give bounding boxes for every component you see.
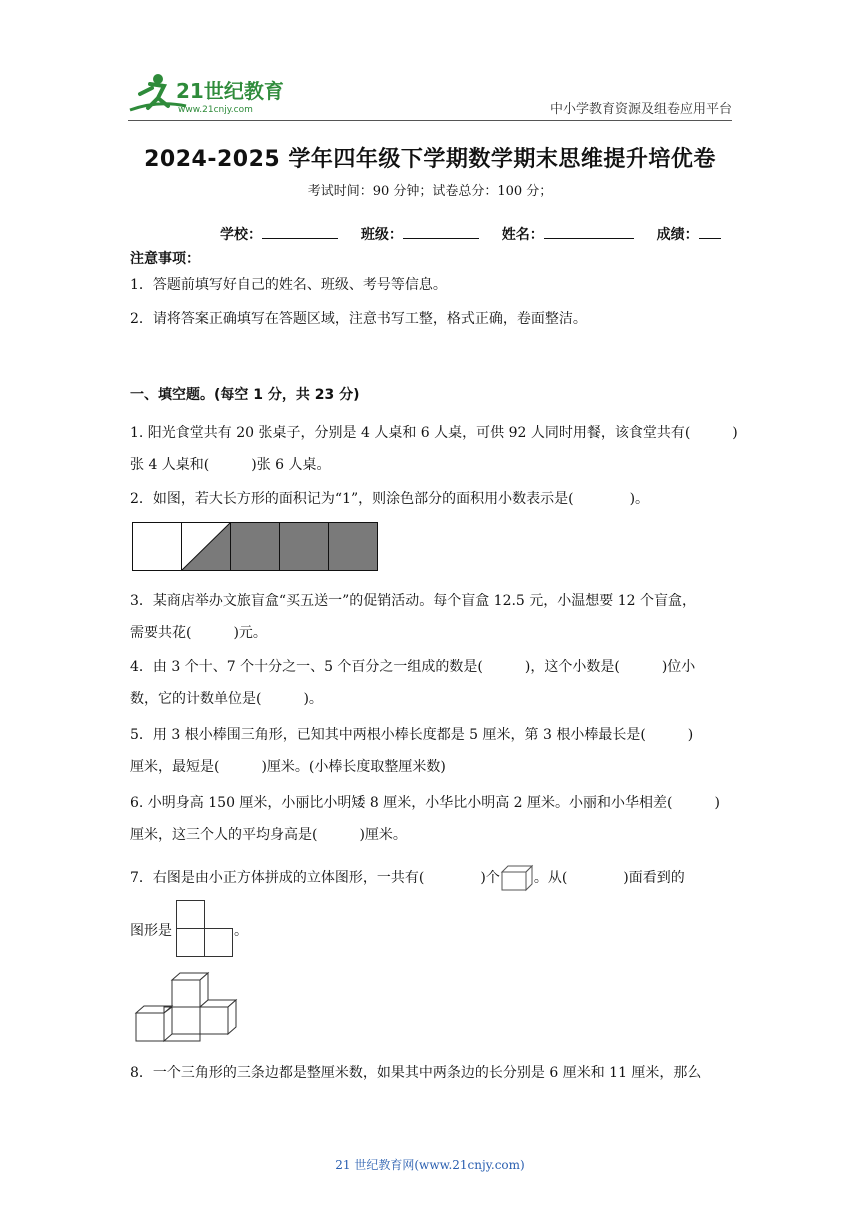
q7-text-d: 。	[234, 923, 248, 939]
notice-item: 2．请将答案正确填写在答题区域，注意书写工整，格式正确，卷面整洁。	[130, 311, 587, 327]
score-label: 成绩：	[656, 227, 699, 243]
class-blank[interactable]	[403, 226, 479, 239]
site-logo	[128, 70, 288, 116]
name-label: 姓名：	[501, 227, 544, 243]
q7-cube-stack-figure	[134, 970, 244, 1046]
section-heading: 一、填空题。(每空 1 分，共 23 分)	[130, 387, 360, 403]
question-8-line-1: 8．一个三角形的三条边都是整厘米数，如果其中两条边的长分别是 6 厘米和 11 厘米，那么	[130, 1065, 702, 1081]
score-blank[interactable]	[699, 226, 721, 239]
question-6-line-2: 厘米，这三个人的平均身高是( )厘米。	[130, 827, 407, 843]
q7-text-b: 。从( )面看到的	[533, 870, 685, 886]
question-7-line-1	[130, 864, 685, 892]
platform-label: 中小学教育资源及组卷应用平台	[549, 102, 732, 117]
name-blank[interactable]	[544, 226, 634, 239]
header-divider	[128, 120, 732, 121]
logo-text: 21世纪教育	[176, 79, 284, 103]
school-blank[interactable]	[262, 226, 338, 239]
question-4-line-2: 数，它的计数单位是( )。	[130, 691, 323, 707]
school-label: 学校：	[220, 227, 262, 243]
exam-subtitle: 考试时间：90 分钟；试卷总分：100 分；	[307, 184, 553, 199]
q2-rectangle-figure	[132, 522, 380, 572]
question-7-line-2	[130, 920, 172, 940]
q7-text-a: 7．右图是由小正方体拼成的立体图形，一共有( )个	[130, 870, 500, 886]
student-info-line	[220, 224, 721, 244]
question-3-line-1: 3．某商店举办文旅盲盒“买五送一”的促销活动。每个盲盒 12.5 元，小温想要 12 个盲盒，	[130, 593, 697, 609]
question-2: 2．如图，若大长方形的面积记为“1”，则涂色部分的面积用小数表示是( )。	[130, 491, 650, 507]
class-label: 班级：	[360, 227, 403, 243]
question-1-line-1: 1. 阳光食堂共有 20 张桌子，分别是 4 人桌和 6 人桌，可供 92 人同时用餐，该食堂共有( )	[130, 425, 738, 441]
page-footer: 21 世纪教育网(www.21cnjy.com)	[335, 1158, 525, 1172]
question-6-line-1: 6. 小明身高 150 厘米，小丽比小明矮 8 厘米，小华比小明高 2 厘米。小丽和小华相差( )	[130, 795, 720, 811]
question-1-line-2: 张 4 人桌和( )张 6 人桌。	[130, 457, 331, 473]
question-3-line-2: 需要共花( )元。	[130, 625, 267, 641]
page-title: 2024-2025 学年四年级下学期数学期末思维提升培优卷	[144, 147, 716, 172]
question-5-line-2: 厘米，最短是( )厘米。(小棒长度取整厘米数)	[130, 759, 446, 775]
logo-url: www.21cnjy.com	[178, 105, 253, 115]
question-5-line-1: 5．用 3 根小棒围三角形，已知其中两根小棒长度都是 5 厘米，第 3 根小棒最长是( )	[130, 727, 694, 743]
q7-text-c: 图形是	[130, 923, 172, 939]
small-cube-icon	[500, 864, 534, 892]
notice-item: 1．答题前填写好自己的姓名、班级、考号等信息。	[130, 277, 447, 293]
notice-heading: 注意事项：	[130, 251, 200, 267]
q7-view-figure	[176, 898, 236, 958]
question-4-line-1: 4．由 3 个十、7 个十分之一、5 个百分之一组成的数是( )，这个小数是( )位小	[130, 659, 696, 675]
